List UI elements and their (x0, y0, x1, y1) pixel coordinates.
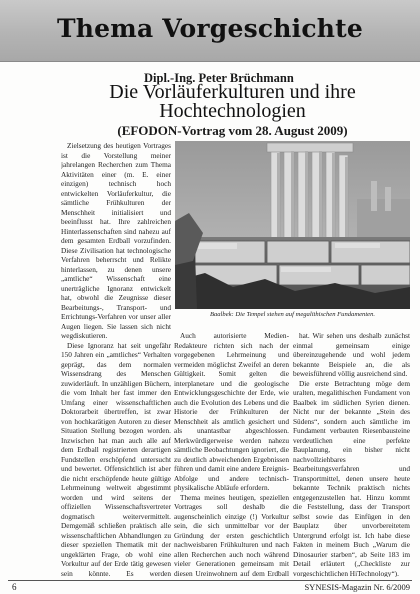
article-headline (50, 83, 415, 121)
text-column-left (61, 141, 171, 577)
baalbek-photo (175, 141, 410, 309)
footer-rule (8, 580, 412, 581)
paragraph: Zielsetzung des heutigen Vortrages ist die Vorstellung meiner jahrelangen Recherchen zum Thema Aktivitäten einer (m. E. einer einzigen) technisch hoch entwickelten Vorläuferkultur, die sämtliche Frühkulturen der Menschheit initialisiert und beeinflusst hat. Ihre zahlreichen Hinterlassenschaften sind nahezu auf dem gesamten Erdball vorzufinden. Diese Zivilisation hat technologische Verfahren beherrscht und Relikte hinterlassen, zu denen unsere „amtliche“ Wissenschaft eine unerträgliche Ignoranz entwickelt hat, obwohl die Zeugnisse dieser Bearbeitungs-, Transport- und Errichtungs-Verfahren vor unser aller Augen liegen. Sie lassen sich nicht wegdiskutieren. (61, 141, 171, 340)
section-title: Thema Vorgeschichte (57, 14, 363, 43)
page-number: 6 (12, 582, 17, 592)
paragraph: Die erste Betrachtung möge dem uralten, megalithischen Fundament von Baalbek im südlichen Syrien dienen. Nicht nur der bekannte „Stein des Südens“, sondern auch sämtliche im Fundament verbauten Riesenbausteine verdeutlichen eine perfekte Bauplanung, ein bisher nicht nachvollziehbares Bearbeitungsverfahren und Transportmittel, denen unsere heute bekannte Technik praktisch nichts entgegenzustellen hat. Hinzu kommt die Feststellung, dass der Transport selbst sowie das Einfügen in den Bauplatz über unvorbereitetem Untergrund erfolgt ist. Ich habe diese Fakten in meinem Buch „Warum die Dinosaurier starben“, ab Seite 183 im Detail erläutert („Checkliste zur vorgeschichtlichen HiTechnology“). (293, 378, 410, 577)
article-subhead: (EFODON-Vortrag vom 28. August 2009) (117, 123, 348, 138)
paragraph: Diese Ignoranz hat seit ungefähr 150 Jahren ein „amtliches“ Verhalten geprägt, das dem normalen Wissensdrang des Menschen zuwiderläuft. In unzähligen Büchern, die vom Inhalt her fast immer den Umfang einer wissenschaftlichen Doktorarbeit übertreffen, ist zwar von hochkarätigen Autoren zu dieser Situation Stellung bezogen worden. Inzwischen hat man auch alle auf dem Erdball registrierten derartigen Fundstellen erschöpfend untersucht und bewertet. Offensichtlich ist aber die nicht erschöpfende heute gültige Lehrmeinung weltweit abgestimmt worden und wird seitens der offiziellen Wissenschaftsvertreter dogmatisch weitervermittelt. Demgemäß schließen praktisch alle wissenschaftlichen Abhandlungen zu dieser speziellen Thematik mit der ungeklärten Frage, ob wohl eine Vorkultur auf der Erde tätig gewesen sein könnte. Es werden (61, 340, 171, 577)
headline-line-2: Hochtechnologien (159, 100, 306, 122)
headline-line-1: Die Vorläuferkulturen und ihre (109, 81, 356, 103)
text-column-middle (174, 331, 289, 577)
text-column-right (293, 331, 410, 577)
paragraph: Thema meines heutigen, speziellen Vortrages soll deshalb die augenscheinlich einzige (!) Vorkultur sein, die sich unmittelbar vor der Gründung der ersten geschichtlich nachweisbaren Frühkulturen und nach allen Recherchen auch noch während vieler Generationen gemeinsam mit diesen Ureinwohnern auf dem Erdball (174, 492, 289, 577)
header-band (0, 0, 420, 62)
baalbek-ruins-image (175, 141, 410, 309)
paragraph: hat. Wir sehen uns deshalb zunächst einmal gemeinsam einige übereinzugehende und wohl jedem bekannte Beispiele an, die als beweisführend völlig ausreichend sind. (293, 331, 410, 378)
photo-caption: Baalbek: Die Tempel stehen auf megalithischen Fundamenten. (209, 311, 376, 318)
paragraph: Auch autorisierte Medien-Redakteure richten sich nach der vorgegebenen Lehrmeinung und vermeiden möglichst Zweifel an deren Gültigkeit. Somit gelten die interplanetare und die geologische Entwicklungsgeschichte der Erde, wie auch die Evolution des Lebens und die Historie der Frühkulturen der Menschheit als amtlich gesichert und als unantastbar abgeschlossen. Merkwürdigerweise werden nahezu sämtliche Beobachtungen ignoriert, die zu deutlich abweichenden Ergebnissen führen und damit eine andere Ereignis-Abfolge und andere technisch-physikalische Abläufe erfordern. (174, 331, 289, 492)
article-author: Dipl.-Ing. Peter Brüchmann (144, 71, 294, 85)
magazine-issue: SYNESIS-Magazin Nr. 6/2009 (304, 582, 410, 592)
